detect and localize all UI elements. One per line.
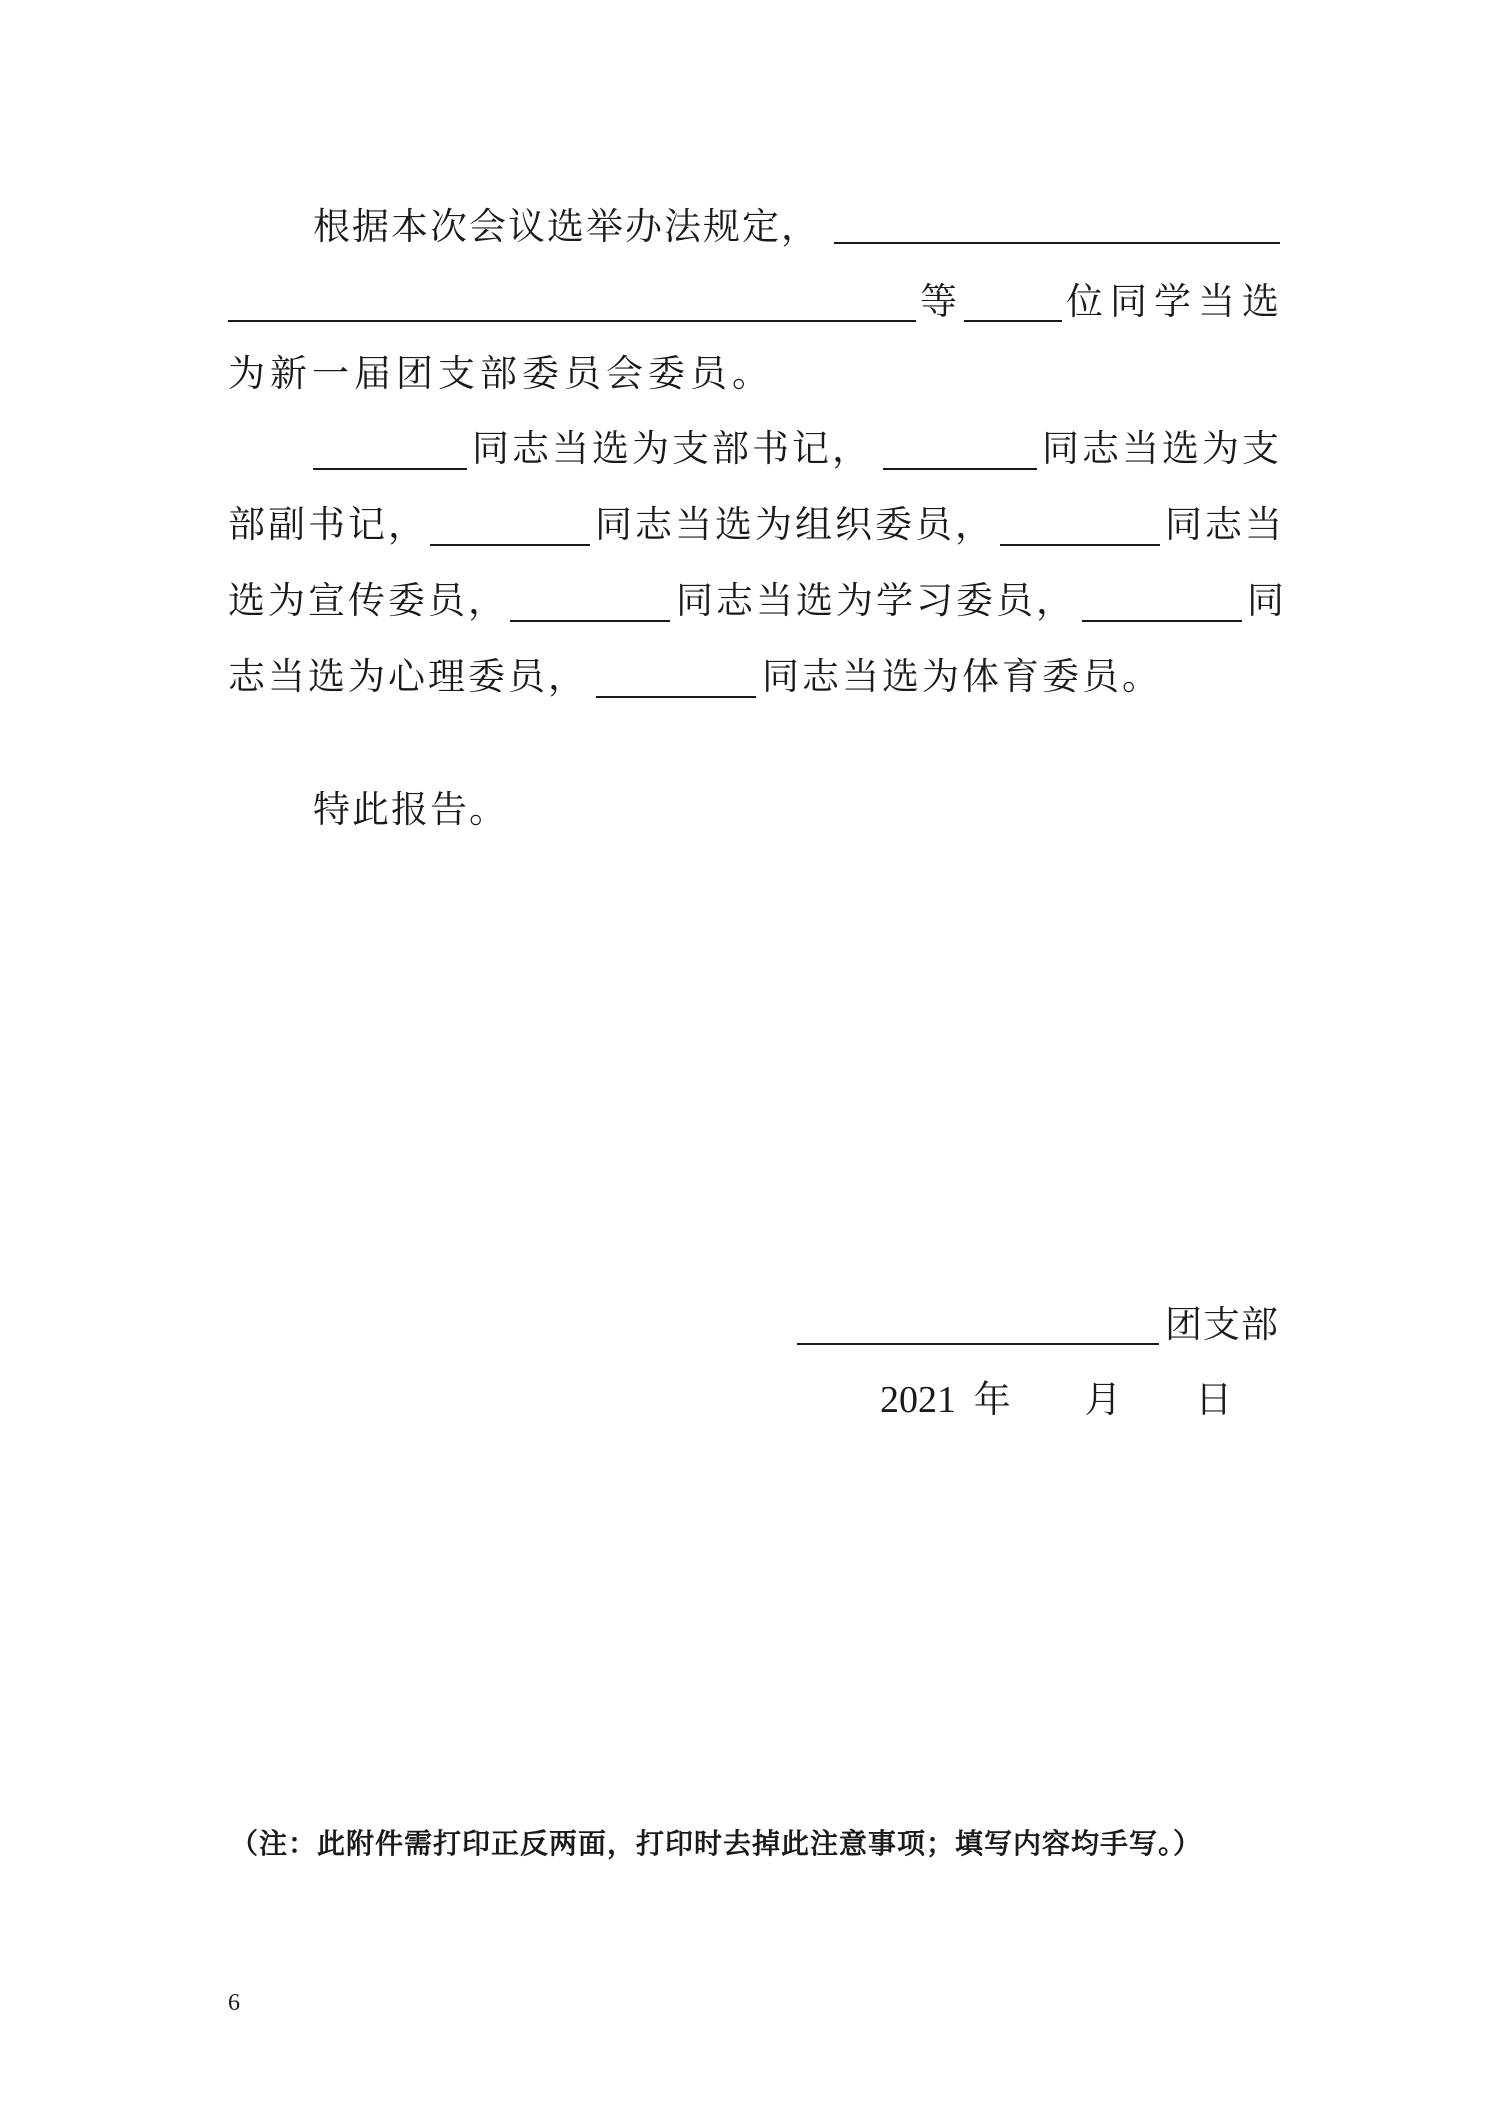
para2-line4-a: 志当选为心理委员， — [228, 655, 588, 698]
date-year: 2021 — [880, 1379, 956, 1421]
blank-secretary[interactable] — [313, 468, 467, 470]
para2-line4-b: 同志当选为体育委员。 — [762, 655, 1162, 698]
para2-line3-a: 选为宣传委员， — [228, 579, 508, 622]
signature-org: 团支部 — [1165, 1303, 1279, 1346]
para1-line2-mid: 等 — [920, 280, 957, 323]
para2-line3-b: 同志当选为学习委员， — [676, 579, 1076, 622]
blank-branch-name[interactable] — [797, 1343, 1159, 1345]
para1-line2-end: 位同学当选 — [1066, 280, 1286, 323]
blank-elected-names-2[interactable] — [228, 320, 916, 322]
print-note: （注：此附件需打印正反两面，打印时去掉此注意事项；填写内容均手写。） — [230, 1827, 1203, 1860]
date-day-label: 日 — [1195, 1378, 1233, 1421]
para2-line1-b: 同志当选为支 — [1042, 427, 1282, 470]
para1-line3: 为新一届团支部委员会委员。 — [228, 352, 774, 395]
signature-date — [880, 1378, 1232, 1422]
para2-line1-a: 同志当选为支部书记， — [472, 427, 872, 470]
blank-psychology[interactable] — [1082, 620, 1242, 622]
para2-line2-c: 同志当 — [1165, 503, 1285, 546]
blank-vice-secretary[interactable] — [883, 468, 1037, 470]
blank-elected-names-1[interactable] — [834, 242, 1280, 244]
blank-study[interactable] — [510, 620, 670, 622]
para2-line2-b: 同志当选为组织委员， — [595, 503, 995, 546]
date-year-label: 年 — [973, 1378, 1011, 1421]
para2-line3-c: 同 — [1247, 579, 1284, 622]
para1-line1-text: 根据本次会议选举办法规定， — [313, 205, 820, 248]
para1-line1 — [313, 205, 820, 249]
blank-sports[interactable] — [596, 696, 756, 698]
blank-elected-count[interactable] — [964, 320, 1062, 322]
closing-text: 特此报告。 — [313, 788, 508, 831]
blank-publicity[interactable] — [1000, 544, 1160, 546]
page-number: 6 — [228, 1990, 240, 2016]
date-month-label: 月 — [1084, 1378, 1122, 1421]
blank-organization[interactable] — [430, 544, 590, 546]
para2-line2-a: 部副书记， — [228, 503, 428, 546]
